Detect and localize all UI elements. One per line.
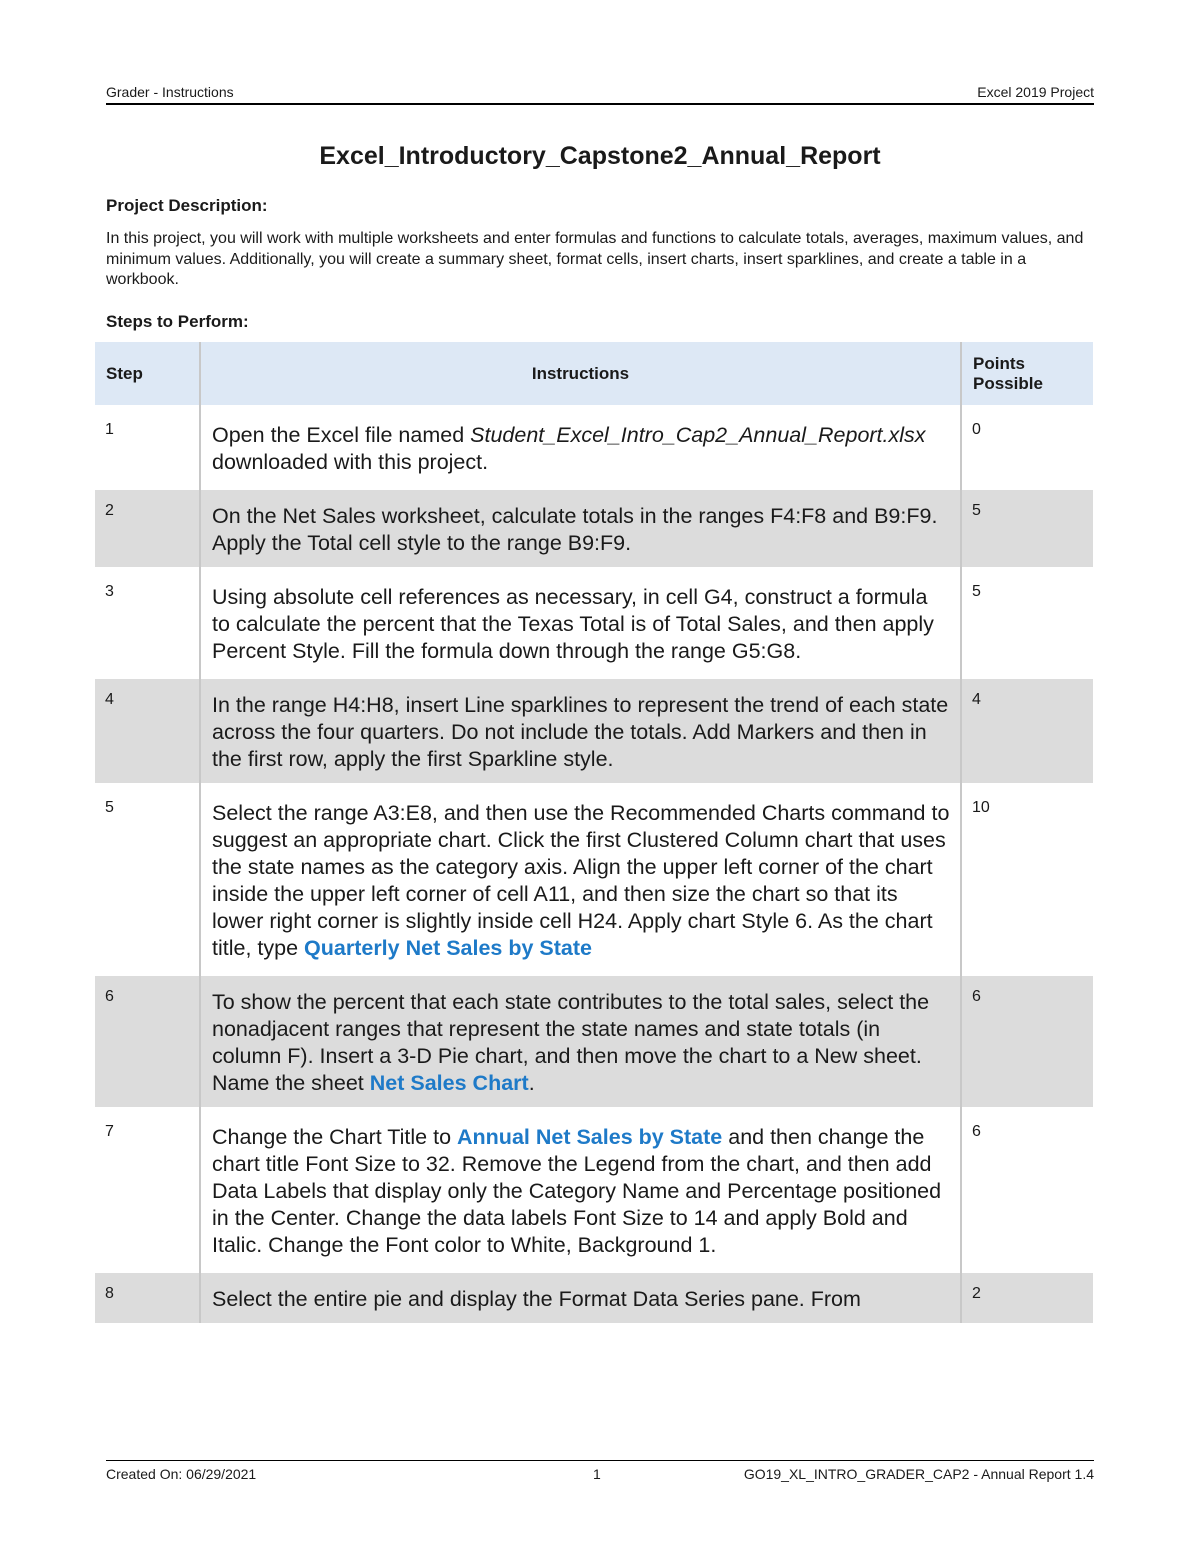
step-number: 7 — [105, 1123, 114, 1140]
instruction-text: To show the percent that each state contributes to the total sales, select the nonadjacent ranges that represent the state names and state totals (in column F). Insert a 3-D Pie chart, and then move the chart to a New sheet. Name the sheet — [212, 990, 930, 1095]
instruction-text: In the range H4:H8, insert Line sparklines to represent the trend of each state across the four quarters. Do not include the totals. Add Markers and then in the first row, apply the first Sparkline style. — [212, 693, 949, 771]
highlighted-text: Quarterly Net Sales by State — [304, 936, 592, 960]
points-possible: 10 — [972, 799, 990, 816]
footer-page-number: 1 — [593, 1466, 601, 1482]
step-number: 1 — [105, 421, 114, 438]
points-possible: 2 — [961, 1273, 1093, 1323]
points-possible: 0 — [972, 421, 981, 438]
footer-doc-id: GO19_XL_INTRO_GRADER_CAP2 - Annual Report 1.4 — [743, 1466, 1094, 1482]
instruction-text: Select the entire pie and display the Format Data Series pane. From — [212, 1287, 861, 1311]
steps-heading: Steps to Perform: — [106, 312, 249, 331]
instruction-text: Using absolute cell references as necessary, in cell G4, construct a formula to calculate the percent that the Texas Total is of Total Sales, and then apply Percent Style. Fill the formula down through the range G5:G8. — [212, 585, 934, 663]
document-title: Excel_Introductory_Capstone2_Annual_Report — [319, 142, 881, 170]
step-instructions — [200, 1111, 961, 1269]
table-row — [95, 1273, 1093, 1323]
instruction-text: On the Net Sales worksheet, calculate totals in the ranges F4:F8 and B9:F9. Apply the Total cell style to the range B9:F9. — [212, 504, 938, 555]
points-possible: 6 — [972, 1123, 981, 1140]
footer-created-on: Created On: 06/29/2021 — [106, 1466, 257, 1482]
step-number: 2 — [95, 490, 200, 567]
points-possible: 4 — [961, 679, 1093, 783]
header-left: Grader - Instructions — [106, 84, 234, 100]
step-number: 3 — [105, 583, 114, 600]
step-number: 8 — [95, 1273, 200, 1323]
instruction-text: Open the Excel file named — [212, 423, 471, 447]
instruction-text: Select the range A3:E8, and then use the Recommended Charts command to suggest an appropriate chart. Click the first Clustered Column chart that uses the state names as the category axis. Align the upper left corner of the chart inside the upper left corner of cell A11, and then size the chart so that its lower right corner is slightly inside cell H24. Apply chart Style 6. As the chart title, type — [212, 801, 950, 960]
header-instructions: Instructions — [200, 342, 961, 405]
instruction-text: Change the Chart Title to — [212, 1125, 458, 1149]
table-row — [95, 409, 1093, 486]
instruction-text: and then change the chart title Font Size to 32. Remove the Legend from the chart, and then add Data Labels that display only the Category Name and Percentage positioned in the Center. Change the data labels Font Size to 14 and apply Bold and Italic. Change the Font color to White, Background 1. — [212, 1125, 942, 1257]
header-step: Step — [95, 342, 200, 405]
points-possible: 5 — [972, 583, 981, 600]
highlighted-text: Annual Net Sales by State — [457, 1125, 723, 1149]
step-number: 4 — [95, 679, 200, 783]
italic-filename: Student_Excel_Intro_Cap2_Annual_Report.xlsx — [470, 423, 926, 447]
steps-table — [95, 342, 1093, 1323]
instruction-text: downloaded with this project. — [212, 450, 489, 474]
step-instructions — [200, 409, 961, 486]
step-instructions — [200, 490, 961, 567]
step-instructions — [200, 571, 961, 675]
points-possible: 6 — [961, 976, 1093, 1107]
table-row — [95, 976, 1093, 1107]
step-instructions — [200, 1273, 961, 1323]
step-instructions — [200, 679, 961, 783]
project-description: In this project, you will work with multiple worksheets and enter formulas and functions to calculate totals, averages, maximum values, and minimum values. Additionally, you will create a summary sheet, format cells, insert charts, insert sparklines, and create a table in a workbook. — [106, 230, 1084, 288]
step-number: 5 — [105, 799, 114, 816]
table-row — [95, 787, 1093, 972]
project-description-heading: Project Description: — [106, 196, 268, 215]
step-instructions — [200, 787, 961, 972]
table-header-row — [95, 342, 1093, 405]
step-instructions — [200, 976, 961, 1107]
highlighted-text: Net Sales Chart — [369, 1071, 529, 1095]
table-row — [95, 1111, 1093, 1269]
page-header — [106, 83, 1094, 105]
page-footer — [106, 1460, 1094, 1482]
points-possible: 5 — [961, 490, 1093, 567]
instruction-text: . — [528, 1071, 535, 1095]
steps-table-body — [95, 405, 1093, 1323]
step-number: 6 — [95, 976, 200, 1107]
header-points: Points Possible — [961, 342, 1093, 405]
table-row — [95, 490, 1093, 567]
table-row — [95, 571, 1093, 675]
header-right: Excel 2019 Project — [977, 84, 1094, 100]
table-row — [95, 679, 1093, 783]
